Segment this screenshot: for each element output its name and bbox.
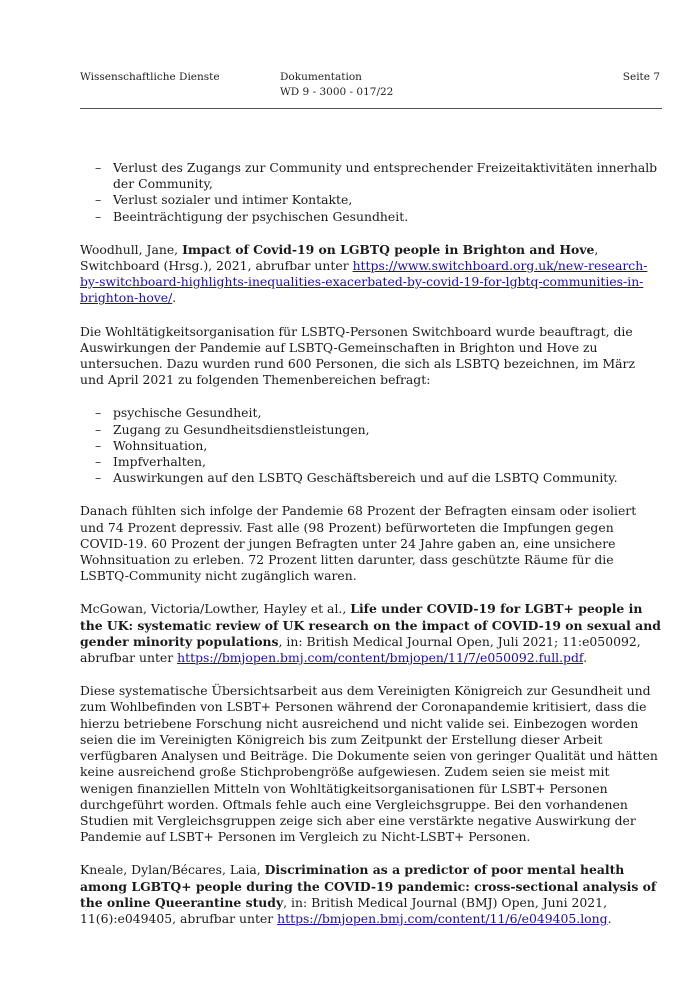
dash-bullet: – (95, 192, 102, 208)
list-item (80, 470, 662, 486)
reference-kneale: Kneale, Dylan/Bécares, Laia, Discrimination as a predictor of poor mental health among LGBTQ+ people during the COVID-19 pandemic: cross-sectional analysis of the online Queerantine study, in: British Medical Journal (BMJ) Open, Juni 2021, 11(6):e049405, abrufbar unter https://bmjopen.bmj.com/content/11/6/e049405.long. (80, 862, 657, 926)
list-item (80, 438, 662, 454)
header-doc-number: WD 9 - 3000 - 017/22 (280, 86, 394, 98)
dash-bullet: – (95, 421, 102, 437)
dash-bullet: – (95, 405, 102, 421)
list-item-text: psychische Gesundheit, (113, 405, 262, 421)
list-item-text: Auswirkungen auf den LSBTQ Geschäftsbereich und auf die LSBTQ Community. (113, 470, 618, 486)
list-item-text: Verlust des Zugangs zur Community und entsprechender Freizeitaktivitäten innerhalb der Community, (113, 160, 658, 192)
list-item (80, 454, 662, 470)
dash-bullet: – (95, 437, 102, 453)
consequences-list (80, 160, 662, 225)
header-department: Wissenschaftliche Dienste (80, 71, 220, 83)
list-item (80, 160, 662, 192)
list-item-text: Wohnsituation, (113, 437, 208, 453)
reference-source: , in: British Medical Journal Open, Juli 2021; 11:e050092, abrufbar unter (80, 633, 641, 666)
reference-title: Impact of Covid-19 on LGBTQ people in Brighton and Hove (182, 241, 595, 257)
header-doctype (280, 70, 393, 100)
reference-authors: Woodhull, Jane, (80, 241, 183, 257)
reference-mcgowan: McGowan, Victoria/Lowther, Hayley et al., Life under COVID-19 for LGBT+ people in the UK: systematic review of UK research on the impact of COVID-19 on sexual and gender minority populations, in: British Medical Journal Open, Juli 2021; 11:e050092, abrufbar unter https://bmjopen.bmj.com/content/bmjopen/11/7/e050092.full.pdf. (80, 601, 661, 666)
reference-title: Life under COVID-19 for LGBT+ people in the UK: systematic review of UK research on the impact of COVID-19 on sexual and gender minority populations (80, 601, 661, 649)
dash-bullet: – (95, 470, 102, 486)
reference-authors: McGowan, Victoria/Lowther, Hayley et al., (80, 601, 351, 617)
dash-bullet: – (95, 454, 102, 470)
list-item (80, 405, 662, 421)
header-divider (80, 108, 662, 109)
list-item-text: Zugang zu Gesundheitsdienstleistungen, (113, 421, 370, 437)
list-item-text: Impfverhalten, (113, 454, 206, 470)
reference-source: , Switchboard (Hrsg.), 2021, abrufbar unter (80, 241, 599, 274)
paragraph-review: Diese systematische Übersichtsarbeit aus dem Vereinigten Königreich zur Gesundheit und zum Wohlbefinden von LSBT+ Personen während der Coronapandemie kritisiert, dass die hierzu betriebene Forschung nicht ausreichend und nicht valide sei. Einbezogen worden seien die im Vereinigten Königreich bis zum Zeitpunkt der Erstellung dieser Arbeit verfügbaren Analysen und Beiträge. Die Dokumente seien von geringer Qualität und hätten keine ausreichend große Stichprobengröße aufgewiesen. Zudem seien sie meist mit wenigen finanziellen Mitteln von Wohltätigkeitsorganisationen für LSBT+ Personen durchgeführt worden. Oftmals fehle auch eine Vergleichsgruppe. Bei den vorhandenen Studien mit Vergleichsgruppen zeige sich aber eine verstärkte negative Auswirkung der Pandemie auf LSBT+ Personen im Vergleich zu Nicht-LSBT+ Personen. (80, 683, 658, 845)
reference-authors: Kneale, Dylan/Bécares, Laia, (80, 862, 265, 878)
dash-bullet: – (95, 208, 102, 224)
reference-woodhull: Woodhull, Jane, Impact of Covid-19 on LGBTQ people in Brighton and Hove, Switchboard (Hrsg.), 2021, abrufbar unter https://www.switchboard.org.uk/new-research-by-switchboard-highlights-inequalities-exacerbated-by-covid-19-for-lgbtq-communities-in-brighton-hove/. (80, 241, 648, 306)
reference-title: Discrimination as a predictor of poor mental health among LGBTQ+ people during the COVID-19 pandemic: cross-sectional analysis of the online Queerantine study (80, 862, 657, 910)
header-doctype-label: Dokumentation (280, 71, 362, 83)
topics-list (80, 405, 662, 486)
list-item-text: Beeinträchtigung der psychischen Gesundheit. (113, 208, 409, 224)
list-item (80, 422, 662, 438)
reference-link[interactable]: https://bmjopen.bmj.com/content/11/6/e049405.long (277, 910, 608, 926)
reference-source: , in: British Medical Journal (BMJ) Open, Juni 2021, 11(6):e049405, abrufbar unter (80, 894, 608, 926)
list-item-text: Verlust sozialer und intimer Kontakte, (113, 192, 353, 208)
list-item (80, 209, 662, 225)
paragraph-switchboard: Die Wohltätigkeitsorganisation für LSBTQ-Personen Switchboard wurde beauftragt, die Auswirkungen der Pandemie auf LSBTQ-Gemeinschaften in Brighton und Hove zu untersuchen. Dazu wurden rund 600 Personen, die sich als LSBTQ bezeichnen, im März und April 2021 zu folgenden Themenbereichen befragt: (80, 323, 636, 388)
paragraph-results: Danach fühlten sich infolge der Pandemie 68 Prozent der Befragten einsam oder isoliert und 74 Prozent depressiv. Fast alle (98 Prozent) befürworteten die Impfungen gegen COVID-19. 60 Prozent der jungen Befragten unter 24 Jahre gaben an, eine unsichere Wohnsituation zu erleben. 72 Prozent litten darunter, dass geschützte Räume für die LSBTQ-Community nicht zugänglich waren. (80, 503, 637, 584)
reference-link[interactable]: https://bmjopen.bmj.com/content/bmjopen/11/7/e050092.full.pdf (177, 650, 584, 666)
page-body (80, 160, 662, 927)
dash-bullet: – (95, 160, 102, 175)
list-item (80, 192, 662, 208)
header-page-number: Seite 7 (622, 71, 660, 83)
reference-link[interactable]: https://www.switchboard.org.uk/new-research-by-switchboard-highlights-inequalities-exacerbated-by-covid-19-for-lgbtq-communities-in-brighton-hove/ (80, 258, 648, 306)
